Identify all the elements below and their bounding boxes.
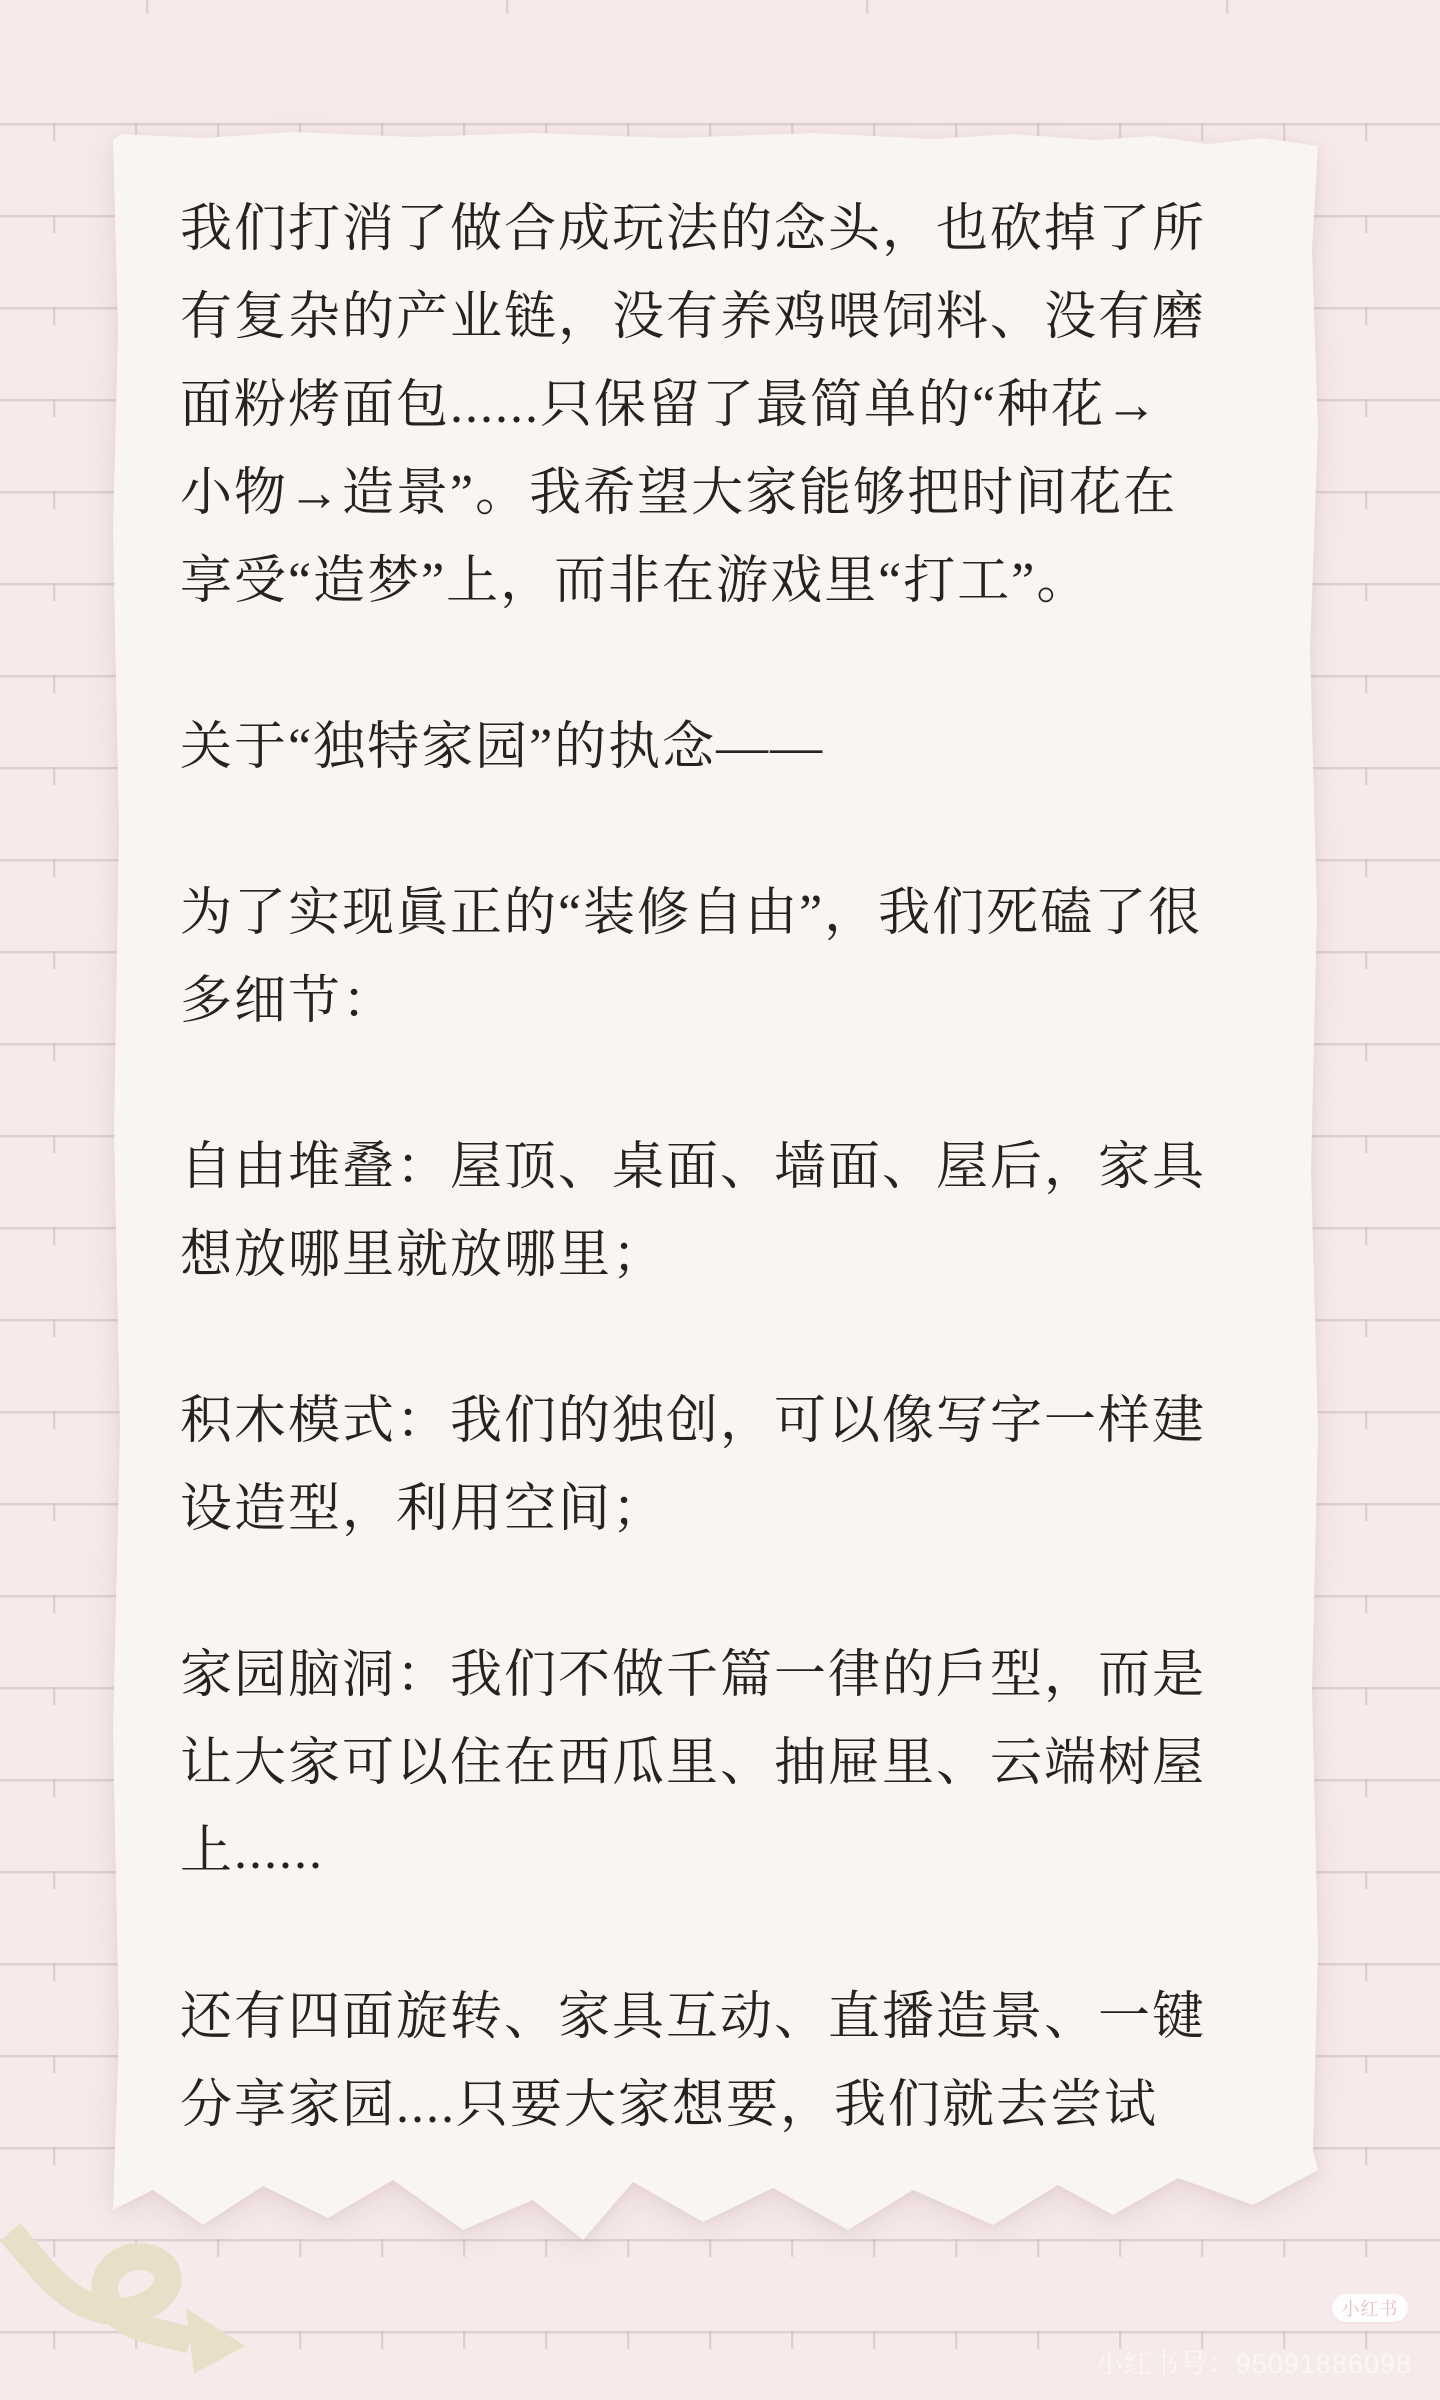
text-line: 为了实现眞正的“装修自由”，我们死磕了很 <box>180 885 1203 942</box>
paragraph <box>180 1378 1290 1554</box>
paragraph <box>180 1632 1290 1896</box>
text-line: 想放哪里就放哪里； <box>180 1227 667 1284</box>
text-line: 小物→造景”。我希望大家能够把时间花在 <box>180 465 1178 522</box>
text-line: 积木模式：我们的独创，可以像写字一样建 <box>180 1393 1207 1450</box>
text-line: 让大家可以住在西瓜里、抽屉里、云端树屋 <box>180 1735 1207 1792</box>
paragraph <box>180 186 1290 626</box>
xiaohongshu-badge <box>1332 2294 1408 2322</box>
text-line: 分享家园....只要大家想要，我们就去尝试 <box>180 2077 1159 2134</box>
text-line: 设造型，利用空间； <box>180 1481 667 1538</box>
text-line: 自由堆叠：屋顶、桌面、墙面、屋后，家具 <box>180 1139 1207 1196</box>
paragraph <box>180 1124 1290 1300</box>
text-line: 有复杂的产业链，没有养鸡喂饲料、没有磨 <box>180 289 1207 346</box>
text-line: 家园脑洞：我们不做千篇一律的戶型，而是 <box>180 1647 1207 1704</box>
text-line: 我们打消了做合成玩法的念头，也砍掉了所 <box>180 201 1207 258</box>
paragraph <box>180 1974 1290 2150</box>
xiaohongshu-badge-label: 小红书 <box>1341 2299 1399 2319</box>
arrowhead-icon <box>186 2308 245 2374</box>
text-line: 多细节： <box>180 973 397 1030</box>
text-line: 上...... <box>180 1823 325 1880</box>
text-line: 面粉烤面包......只保留了最简单的“种花→ <box>180 377 1160 434</box>
text-line: 享受“造梦”上，而非在游戏里“打工”。 <box>180 553 1091 610</box>
text-line: 关于“独特家园”的执念—— <box>180 719 825 776</box>
paragraph <box>180 704 1290 792</box>
text-line: 还有四面旋转、家具互动、直播造景、一键 <box>180 1989 1207 2046</box>
paragraph <box>180 870 1290 1046</box>
note-text <box>180 186 1290 2228</box>
watermark-id: 小红书号：95091886098 <box>1095 2349 1412 2379</box>
